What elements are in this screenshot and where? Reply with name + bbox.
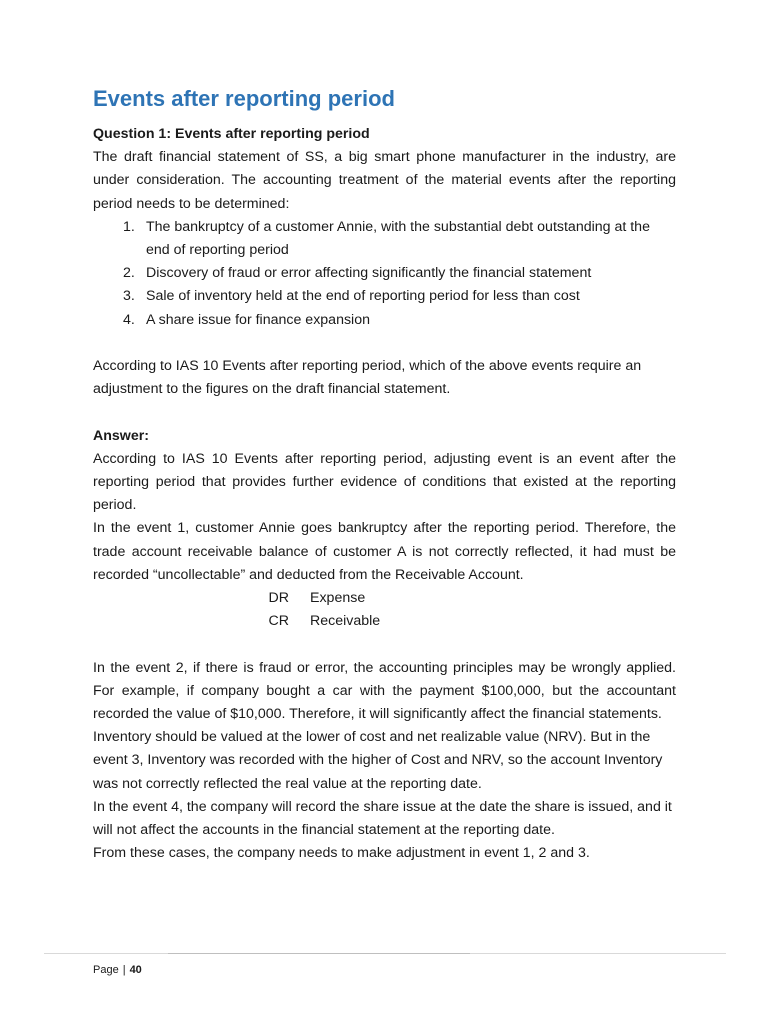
list-item: 2. Discovery of fraud or error affecting significantly the financial statement	[123, 265, 592, 282]
journal-entry-debit: DR Expense	[268, 590, 366, 607]
question-intro: The draft financial statement of SS, a big smart phone manufacturer in the industry, are under consideration. The accounting treatment of the material events after the reporting period needs to be determined:	[93, 149, 676, 212]
answer-conclusion: From these cases, the company needs to make adjustment in event 1, 2 and 3.	[93, 845, 590, 862]
document-body	[93, 123, 676, 865]
page-number: 40	[129, 964, 142, 976]
answer-paragraph: According to IAS 10 Events after reporting period, adjusting event is an event after the reporting period that provides further evidence of conditions that existed at the reporting period.	[93, 450, 676, 514]
answer-title: Answer:	[93, 427, 149, 444]
footer-separator: |	[122, 964, 126, 976]
question-title: Question 1: Events after reporting period	[93, 126, 370, 142]
question-prompt: According to IAS 10 Events after reporting period, which of the above events require an adjustment to the figures on the draft financial statement.	[93, 358, 642, 398]
answer-paragraph: In the event 2, if there is fraud or error, the accounting principles may be wrongly applied. For example, if company bought a car with the payment $100,000, but the accountant recorded the value of $10,000. Therefore, it will significantly affect the financial statements.	[93, 659, 676, 722]
journal-entry-credit: CR Receivable	[268, 613, 381, 630]
section-heading: Events after reporting period	[93, 86, 395, 111]
list-item: 1. The bankruptcy of a customer Annie, with the substantial debt outstanding at the end of reporting period	[123, 218, 650, 259]
page-footer	[93, 964, 142, 976]
footer-divider	[44, 953, 726, 954]
answer-paragraph: In the event 4, the company will record the share issue at the date the share is issued, and it will not affect the accounts in the financial statement at the reporting date.	[93, 798, 672, 839]
list-item: 4. A share issue for finance expansion	[123, 311, 370, 328]
list-item: 3. Sale of inventory held at the end of reporting period for less than cost	[123, 288, 580, 305]
event-list	[93, 216, 676, 332]
page-label: Page	[93, 964, 119, 976]
answer-paragraph: Inventory should be valued at the lower of cost and net realizable value (NRV). But in the event 3, Inventory was recorded with the higher of Cost and NRV, so the account Inventory was not correctly reflected the real value at the reporting date.	[93, 729, 663, 792]
answer-paragraph: In the event 1, customer Annie goes bankruptcy after the reporting period. Therefore, the trade account receivable balance of customer A is not correctly reflected, it had must be recorded “uncollectable” and deducted from the Receivable Account.	[93, 520, 676, 583]
